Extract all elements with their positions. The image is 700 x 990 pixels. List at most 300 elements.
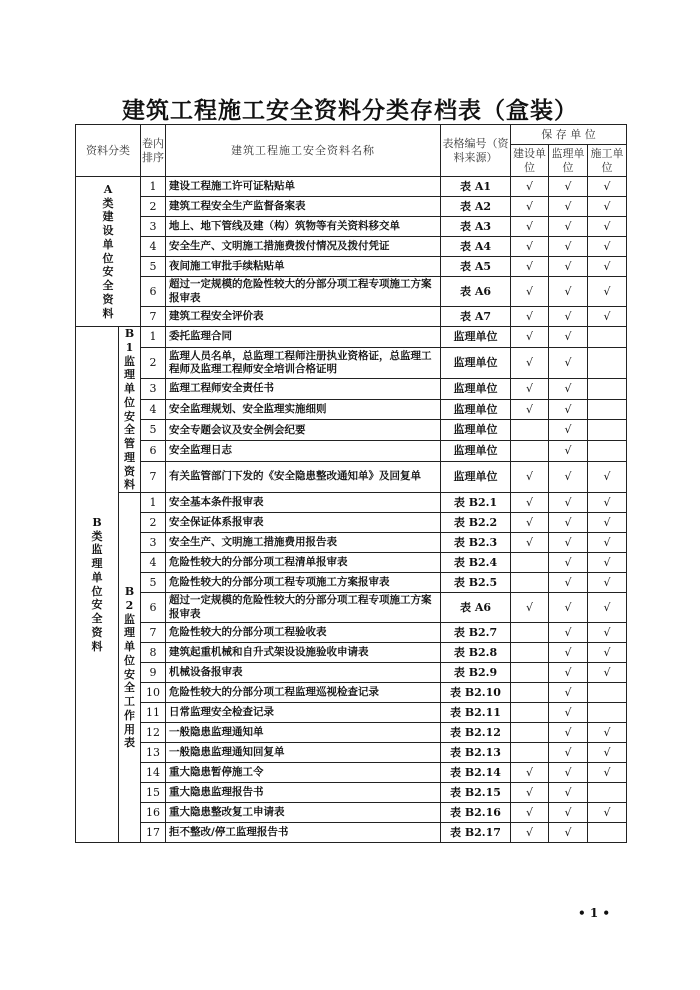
check-mark: √ — [564, 495, 572, 509]
row-number: 6 — [141, 277, 166, 307]
keep-construction-cell — [511, 327, 549, 348]
keep-supervision-cell — [549, 177, 588, 197]
keep-supervision-cell — [549, 663, 588, 683]
check-mark: √ — [564, 625, 572, 639]
archive-table — [75, 124, 627, 843]
check-mark: √ — [603, 239, 611, 253]
row-number: 13 — [141, 743, 166, 763]
table-row — [76, 257, 627, 277]
row-number: 2 — [141, 347, 166, 378]
document-name: 监理工程师安全责任书 — [166, 378, 441, 399]
header-order: 卷内排序 — [141, 125, 166, 177]
check-mark: √ — [525, 470, 533, 484]
header-name: 建筑工程施工安全资料名称 — [166, 125, 441, 177]
row-number: 2 — [141, 197, 166, 217]
check-mark: √ — [603, 309, 611, 323]
document-name: 安全基本条件报审表 — [166, 493, 441, 513]
keep-construction-cell — [511, 703, 549, 723]
row-number: 1 — [141, 327, 166, 348]
document-name: 建筑工程安全评价表 — [166, 307, 441, 327]
table-row — [76, 723, 627, 743]
table-row — [76, 307, 627, 327]
keep-supervision-cell — [549, 723, 588, 743]
document-name: 安全专题会议及安全例会纪要 — [166, 420, 441, 441]
keep-contractor-cell — [588, 823, 627, 843]
table-row — [76, 783, 627, 803]
keep-construction-cell — [511, 763, 549, 783]
check-mark: √ — [603, 179, 611, 193]
keep-construction-cell — [511, 643, 549, 663]
form-code: 表 A6 — [441, 593, 511, 623]
table-row — [76, 743, 627, 763]
check-mark: √ — [564, 330, 572, 343]
row-number: 8 — [141, 643, 166, 663]
row-number: 1 — [141, 177, 166, 197]
keep-contractor-cell — [588, 703, 627, 723]
table-row — [76, 763, 627, 783]
keep-construction-cell — [511, 623, 549, 643]
keep-construction-cell — [511, 399, 549, 420]
keep-contractor-cell — [588, 593, 627, 623]
row-number: 14 — [141, 763, 166, 783]
table-row — [76, 237, 627, 257]
check-mark: √ — [603, 219, 611, 233]
check-mark: √ — [564, 239, 572, 253]
keep-construction-cell — [511, 420, 549, 441]
document-name: 建筑工程安全生产监督备案表 — [166, 197, 441, 217]
form-code: 表 B2.2 — [441, 513, 511, 533]
keep-contractor-cell — [588, 533, 627, 553]
form-code: 监理单位 — [441, 441, 511, 462]
form-code: 表 A7 — [441, 307, 511, 327]
table-row — [76, 420, 627, 441]
table-row — [76, 441, 627, 462]
keep-supervision-cell — [549, 763, 588, 783]
check-mark: √ — [564, 685, 572, 699]
form-code: 监理单位 — [441, 399, 511, 420]
row-number: 7 — [141, 307, 166, 327]
form-code: 监理单位 — [441, 347, 511, 378]
keep-construction-cell — [511, 197, 549, 217]
keep-construction-cell — [511, 553, 549, 573]
keep-construction-cell — [511, 803, 549, 823]
table-row — [76, 643, 627, 663]
row-number: 12 — [141, 723, 166, 743]
keep-contractor-cell — [588, 803, 627, 823]
check-mark: √ — [603, 495, 611, 509]
form-code: 监理单位 — [441, 461, 511, 492]
keep-contractor-cell — [588, 663, 627, 683]
header-keep-contractor: 施工单位 — [588, 145, 627, 177]
keep-contractor-cell — [588, 307, 627, 327]
keep-supervision-cell — [549, 277, 588, 307]
check-mark: √ — [564, 725, 572, 739]
check-mark: √ — [564, 423, 572, 437]
row-number: 6 — [141, 441, 166, 462]
keep-supervision-cell — [549, 217, 588, 237]
keep-contractor-cell — [588, 378, 627, 399]
keep-supervision-cell — [549, 378, 588, 399]
keep-contractor-cell — [588, 217, 627, 237]
check-mark: √ — [603, 645, 611, 659]
check-mark: √ — [564, 444, 572, 458]
document-name: 安全生产、文明施工措施费用报告表 — [166, 533, 441, 553]
check-mark: √ — [525, 330, 533, 343]
header-keep-construction: 建设单位 — [511, 145, 549, 177]
form-code: 表 B2.5 — [441, 573, 511, 593]
category-label: B类监理单位安全资料 — [91, 515, 103, 653]
document-name: 超过一定规模的危险性较大的分部分项工程专项施工方案报审表 — [166, 593, 441, 623]
form-code: 表 B2.7 — [441, 623, 511, 643]
table-row — [76, 378, 627, 399]
check-mark: √ — [525, 495, 533, 509]
check-mark: √ — [564, 402, 572, 416]
keep-construction-cell — [511, 783, 549, 803]
category-b — [76, 327, 119, 843]
table-row — [76, 623, 627, 643]
subcategory-label: B2监理单位安全工作用表 — [124, 585, 135, 750]
header-keep-units: 保 存 单 位 — [511, 125, 627, 145]
form-code: 监理单位 — [441, 378, 511, 399]
keep-contractor-cell — [588, 683, 627, 703]
keep-construction-cell — [511, 723, 549, 743]
row-number: 4 — [141, 399, 166, 420]
document-name: 建设工程施工许可证粘贴单 — [166, 177, 441, 197]
document-name: 超过一定规模的危险性较大的分部分项工程专项施工方案报审表 — [166, 277, 441, 307]
row-number: 1 — [141, 493, 166, 513]
document-name: 危险性较大的分部分项工程清单报审表 — [166, 553, 441, 573]
form-code: 表 B2.4 — [441, 553, 511, 573]
keep-contractor-cell — [588, 327, 627, 348]
keep-contractor-cell — [588, 743, 627, 763]
keep-supervision-cell — [549, 643, 588, 663]
check-mark: √ — [525, 199, 533, 213]
keep-supervision-cell — [549, 783, 588, 803]
document-name: 拒不整改/停工监理报告书 — [166, 823, 441, 843]
form-code: 表 A2 — [441, 197, 511, 217]
check-mark: √ — [564, 381, 572, 395]
keep-contractor-cell — [588, 277, 627, 307]
table-row — [76, 553, 627, 573]
table-row — [76, 663, 627, 683]
check-mark: √ — [564, 745, 572, 759]
row-number: 5 — [141, 573, 166, 593]
check-mark: √ — [564, 470, 572, 484]
keep-contractor-cell — [588, 177, 627, 197]
check-mark: √ — [564, 600, 572, 614]
document-name: 危险性较大的分部分项工程专项施工方案报审表 — [166, 573, 441, 593]
check-mark: √ — [525, 785, 533, 799]
keep-construction-cell — [511, 743, 549, 763]
check-mark: √ — [525, 179, 533, 193]
keep-contractor-cell — [588, 257, 627, 277]
row-number: 3 — [141, 533, 166, 553]
keep-contractor-cell — [588, 347, 627, 378]
row-number: 4 — [141, 553, 166, 573]
document-name: 建筑起重机械和自升式架设设施验收申请表 — [166, 643, 441, 663]
keep-construction-cell — [511, 307, 549, 327]
check-mark: √ — [564, 199, 572, 213]
check-mark: √ — [564, 219, 572, 233]
form-code: 表 B2.1 — [441, 493, 511, 513]
keep-construction-cell — [511, 237, 549, 257]
form-code: 监理单位 — [441, 327, 511, 348]
check-mark: √ — [564, 179, 572, 193]
check-mark: √ — [564, 825, 572, 839]
check-mark: √ — [603, 805, 611, 819]
document-name: 安全保证体系报审表 — [166, 513, 441, 533]
check-mark: √ — [603, 515, 611, 529]
keep-construction-cell — [511, 573, 549, 593]
form-code: 表 B2.15 — [441, 783, 511, 803]
keep-supervision-cell — [549, 533, 588, 553]
check-mark: √ — [564, 805, 572, 819]
check-mark: √ — [564, 535, 572, 549]
check-mark: √ — [603, 555, 611, 569]
keep-contractor-cell — [588, 461, 627, 492]
keep-supervision-cell — [549, 683, 588, 703]
check-mark: √ — [564, 555, 572, 569]
page-title: 建筑工程施工安全资料分类存档表（盒装） — [122, 98, 578, 124]
keep-construction-cell — [511, 177, 549, 197]
keep-construction-cell — [511, 347, 549, 378]
keep-contractor-cell — [588, 573, 627, 593]
form-code: 表 B2.16 — [441, 803, 511, 823]
keep-supervision-cell — [549, 703, 588, 723]
check-mark: √ — [525, 239, 533, 253]
keep-construction-cell — [511, 257, 549, 277]
form-code: 表 B2.17 — [441, 823, 511, 843]
document-name: 夜间施工审批手续粘贴单 — [166, 257, 441, 277]
header-keep-supervision: 监理单位 — [549, 145, 588, 177]
document-name: 一般隐患监理通知回复单 — [166, 743, 441, 763]
subcategory-label: B1监理单位安全管理资料 — [124, 327, 135, 492]
keep-contractor-cell — [588, 197, 627, 217]
keep-supervision-cell — [549, 257, 588, 277]
keep-contractor-cell — [588, 643, 627, 663]
form-code: 表 A1 — [441, 177, 511, 197]
keep-supervision-cell — [549, 327, 588, 348]
keep-contractor-cell — [588, 441, 627, 462]
keep-construction-cell — [511, 493, 549, 513]
check-mark: √ — [603, 284, 611, 298]
keep-contractor-cell — [588, 553, 627, 573]
keep-supervision-cell — [549, 823, 588, 843]
check-mark: √ — [564, 665, 572, 679]
form-code: 表 B2.14 — [441, 763, 511, 783]
form-code: 表 A3 — [441, 217, 511, 237]
row-number: 9 — [141, 663, 166, 683]
document-name: 地上、地下管线及建（构）筑物等有关资料移交单 — [166, 217, 441, 237]
form-code: 表 A6 — [441, 277, 511, 307]
document-name: 监理人员名单，总监理工程师注册执业资格证，总监理工程师及监理工程师安全培训合格证明 — [166, 347, 441, 378]
keep-construction-cell — [511, 441, 549, 462]
keep-contractor-cell — [588, 623, 627, 643]
keep-contractor-cell — [588, 399, 627, 420]
check-mark: √ — [603, 575, 611, 589]
row-number: 16 — [141, 803, 166, 823]
check-mark: √ — [564, 765, 572, 779]
keep-supervision-cell — [549, 307, 588, 327]
form-code: 表 B2.13 — [441, 743, 511, 763]
check-mark: √ — [525, 259, 533, 273]
check-mark: √ — [603, 600, 611, 614]
keep-construction-cell — [511, 277, 549, 307]
document-name: 安全生产、文明施工措施费拨付情况及拨付凭证 — [166, 237, 441, 257]
row-number: 10 — [141, 683, 166, 703]
check-mark: √ — [603, 745, 611, 759]
document-name: 安全监理规划、安全监理实施细则 — [166, 399, 441, 420]
form-code: 表 B2.10 — [441, 683, 511, 703]
table-row — [76, 461, 627, 492]
keep-construction-cell — [511, 378, 549, 399]
row-number: 6 — [141, 593, 166, 623]
keep-contractor-cell — [588, 723, 627, 743]
check-mark: √ — [564, 355, 572, 369]
table-row — [76, 327, 627, 348]
keep-contractor-cell — [588, 783, 627, 803]
document-name: 有关监管部门下发的《安全隐患整改通知单》及回复单 — [166, 461, 441, 492]
keep-contractor-cell — [588, 513, 627, 533]
document-name: 重大隐患整改复工申请表 — [166, 803, 441, 823]
table-row — [76, 683, 627, 703]
table-row — [76, 197, 627, 217]
category-a — [76, 177, 141, 327]
keep-construction-cell — [511, 823, 549, 843]
check-mark: √ — [603, 535, 611, 549]
check-mark: √ — [525, 600, 533, 614]
table-row — [76, 803, 627, 823]
keep-supervision-cell — [549, 347, 588, 378]
row-number: 15 — [141, 783, 166, 803]
document-name: 日常监理安全检查记录 — [166, 703, 441, 723]
check-mark: √ — [525, 535, 533, 549]
table-row — [76, 177, 627, 197]
document-name: 机械设备报审表 — [166, 663, 441, 683]
form-code: 表 B2.11 — [441, 703, 511, 723]
row-number: 5 — [141, 420, 166, 441]
keep-supervision-cell — [549, 623, 588, 643]
keep-supervision-cell — [549, 399, 588, 420]
keep-supervision-cell — [549, 461, 588, 492]
keep-construction-cell — [511, 217, 549, 237]
row-number: 3 — [141, 378, 166, 399]
row-number: 2 — [141, 513, 166, 533]
check-mark: √ — [603, 765, 611, 779]
row-number: 11 — [141, 703, 166, 723]
row-number: 5 — [141, 257, 166, 277]
keep-supervision-cell — [549, 441, 588, 462]
row-number: 17 — [141, 823, 166, 843]
keep-supervision-cell — [549, 593, 588, 623]
header-code: 表格编号（资料来源） — [441, 125, 511, 177]
check-mark: √ — [564, 575, 572, 589]
check-mark: √ — [525, 355, 533, 369]
keep-supervision-cell — [549, 420, 588, 441]
check-mark: √ — [525, 381, 533, 395]
check-mark: √ — [525, 219, 533, 233]
form-code: 表 A5 — [441, 257, 511, 277]
form-code: 监理单位 — [441, 420, 511, 441]
form-code: 表 B2.12 — [441, 723, 511, 743]
check-mark: √ — [603, 470, 611, 484]
document-name: 安全监理日志 — [166, 441, 441, 462]
check-mark: √ — [603, 665, 611, 679]
table-row — [76, 493, 627, 513]
keep-supervision-cell — [549, 743, 588, 763]
check-mark: √ — [603, 625, 611, 639]
keep-supervision-cell — [549, 803, 588, 823]
check-mark: √ — [525, 309, 533, 323]
category-label: A类建设单位安全资料 — [102, 182, 114, 320]
table-row — [76, 399, 627, 420]
table-row — [76, 823, 627, 843]
row-number: 3 — [141, 217, 166, 237]
document-name: 危险性较大的分部分项工程验收表 — [166, 623, 441, 643]
check-mark: √ — [564, 259, 572, 273]
table-row — [76, 513, 627, 533]
keep-supervision-cell — [549, 573, 588, 593]
check-mark: √ — [603, 725, 611, 739]
check-mark: √ — [564, 515, 572, 529]
table-row — [76, 277, 627, 307]
table-row — [76, 217, 627, 237]
check-mark: √ — [525, 825, 533, 839]
page-number: • 1 • — [578, 906, 611, 920]
keep-supervision-cell — [549, 197, 588, 217]
subcategory-b1 — [119, 327, 141, 493]
keep-construction-cell — [511, 461, 549, 492]
table-row — [76, 703, 627, 723]
keep-supervision-cell — [549, 237, 588, 257]
keep-construction-cell — [511, 663, 549, 683]
keep-construction-cell — [511, 593, 549, 623]
form-code: 表 B2.9 — [441, 663, 511, 683]
document-name: 重大隐患暂停施工令 — [166, 763, 441, 783]
document-name: 委托监理合同 — [166, 327, 441, 348]
check-mark: √ — [564, 705, 572, 719]
check-mark: √ — [603, 199, 611, 213]
keep-contractor-cell — [588, 763, 627, 783]
check-mark: √ — [525, 515, 533, 529]
check-mark: √ — [603, 259, 611, 273]
table-row — [76, 593, 627, 623]
keep-supervision-cell — [549, 513, 588, 533]
header-category: 资料分类 — [76, 125, 141, 177]
form-code: 表 B2.3 — [441, 533, 511, 553]
document-name: 重大隐患监理报告书 — [166, 783, 441, 803]
keep-contractor-cell — [588, 493, 627, 513]
table-row — [76, 533, 627, 553]
check-mark: √ — [564, 645, 572, 659]
row-number: 7 — [141, 623, 166, 643]
check-mark: √ — [525, 402, 533, 416]
row-number: 4 — [141, 237, 166, 257]
check-mark: √ — [525, 284, 533, 298]
subcategory-b2 — [119, 493, 141, 843]
check-mark: √ — [564, 284, 572, 298]
table-row — [76, 573, 627, 593]
keep-construction-cell — [511, 513, 549, 533]
document-name: 危险性较大的分部分项工程监理巡视检查记录 — [166, 683, 441, 703]
check-mark: √ — [564, 785, 572, 799]
keep-contractor-cell — [588, 237, 627, 257]
keep-construction-cell — [511, 533, 549, 553]
form-code: 表 B2.8 — [441, 643, 511, 663]
keep-construction-cell — [511, 683, 549, 703]
keep-supervision-cell — [549, 553, 588, 573]
check-mark: √ — [564, 309, 572, 323]
